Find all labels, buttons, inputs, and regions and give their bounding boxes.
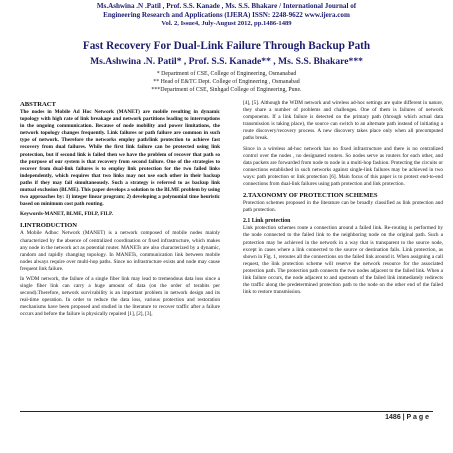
journal-header-authors: Ms.Ashwina .N .Patil , Prof. S.S. Kanade , Ms. S.S. Bhakare / International Journal of [96, 2, 357, 10]
journal-header-volume: Vol. 2, Issue4, July-August 2012, pp.1486-1489 [161, 20, 292, 27]
affiliation-3: ***Department of CSE, Sinhgad College of Engineering, Pune. [151, 87, 302, 93]
affiliation-2: ** Head of E&TC Dept. College of Engineering , Osmanabad [153, 79, 300, 85]
keywords: Keywords-MANET, BLME, FDLP, FILP. [20, 211, 113, 218]
right-column [243, 100, 443, 299]
page-number: 1486 | P a g e [385, 414, 429, 421]
journal-header-issn: Engineering Research and Applications (IJERA) ISSN: 2248-9622 www.ijera.com [103, 11, 350, 19]
subsection-2-1-text: Link protection schemes route a connection around a failed link. Re-routing is performed by the node connected to the failed link to the neighboring node on the original path. Such a protection may be achieved in the network in a way that is transparent to the source node, except in cases where a link connected to the source or destination fails. Link protection, as shown in Fig. 1, reroutes all the connections on the failed link around it. When assigning a call request, the link protection scheme will reserve the network resource for the associated protection path. The protection path connects the two nodes adjacent to the failed link. When a link failure occurs, the node adjacent to and upstream of the failed link immediately redirects the traffic along the predetermined protection path to the node on the other end of the failed link to restore transmission. [243, 225, 443, 296]
subsection-2-1-heading: 2.1 Link protection [243, 218, 291, 225]
abstract-heading: ABSTRACT [20, 101, 56, 108]
introduction-heading: I.INTRODUCTION [20, 222, 77, 230]
section-2-heading: 2.TAXONOMY OF PROTECTION SCHEMES [243, 192, 378, 200]
right-paragraph-2: Since in a wireless ad-hoc network has no fixed infrastructure and there is no centralized control over the nodes , no designated routers. So nodes serve as routers for each other, and data packets are forwarded from node to node in a multi-hop fashion. Protecting the circuits or connections established in such networks against single-link failures may be achieved in two ways: path protection or link protection [6]. Main focus of this paper is to protect end-to-end connections from dual-link failures using path protection and link protection. [243, 145, 443, 188]
section-2-text: Protection schemes proposed in the literature can be broadly classified as link protection and path protection. [243, 200, 443, 214]
introduction-paragraph-1: A Mobile Adhoc Network (MANET) is a network composed of mobile nodes mainly characterized by the absence of centralized coordination or fixed infrastructure, which makes any node in the network act as potential router. MANETs are also characterized by a dynamic, random and rapidly changing topology. In MANETs, communication link between mobile nodes always require over multi-hop paths. Since no infrastructure exists and node may cause frequent link failure. [20, 230, 220, 272]
left-column [20, 100, 220, 322]
affiliation-1: * Department of CSE, College of Engineering, Osmanabad [156, 71, 297, 77]
abstract-text: The nodes in Mobile Ad Hoc Network (MANET) are mobile resulting in dynamic topology with high rate of link breakage and network partitions leading to interruptions in the ongoing communication. Because of node mobility and power limitations, the network topology changes frequently. Link failures or path failure are common in such type of network. Therefore the networks employ path/link protection to achieve fast recovery from dual failures. While the first link failure can be protected using link protection, but if second link is failed then we have the problem of recover that path so the purpose of our system is that recovery from second failure. One of the strategies to recover from dual-link failures is to employ link protection for the two failed links independently, which requires that two links may not use each other in their backup paths if they may fail simultaneously. Such a strategy is referred to as backup link mutual exclusion (BLME). This paper develops a solution to the BLME problem by using two approaches by: 1) integer linear program; 2) developing a polynomial time heuristic based on minimum cost path routing. [20, 109, 220, 208]
footer-rule [20, 411, 433, 412]
paper-title: Fast Recovery For Dual-Link Failure Through Backup Path [82, 40, 371, 52]
paper-authors: Ms.Ashwina .N. Patil* , Prof. S.S. Kanade** , Ms. S.S. Bhakare*** [90, 56, 363, 67]
right-paragraph-1: [4], [5]. Although the WDM network and wireless ad-hoc settings are quite different in nature, they share a number of problems and challenges. One of them is failures of network components. If a link failure is detected on the primary path (through which actual data transmission is taking place), the source can switch to an alternate path instead of initiating a route discovery/recovery process. A new discovery takes place only when all precomputed paths break. [243, 100, 443, 142]
introduction-paragraph-2: In WDM network, the failure of a single fiber link may lead to tremendous data loss since a single fiber link can carry a huge amount of data (on the order of terabits per second).Therefore, network survivability is an important problem in network design and its real-time operation. In order to reduce the data loss, various protection and restoration mechanisms have been proposed and studied in the literature to recover traffic after a failure occurs and before the failure is physically repaired [1], [2], [3], [20, 275, 220, 318]
